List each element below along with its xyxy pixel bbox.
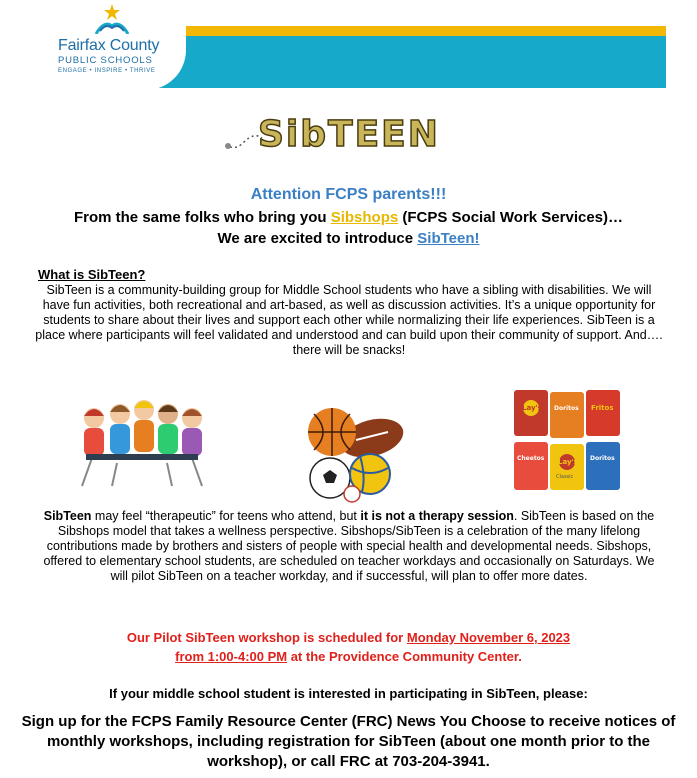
intro-line-sibshops-before: From the same folks who bring you (73, 209, 331, 226)
chip-bag-label-2: Doritos (554, 405, 579, 412)
fcps-header (0, 0, 697, 90)
intro-line-sibshops-after: (FCPS Social Work Services)… (398, 209, 624, 226)
chip-bag-label-5: Lay's (558, 458, 578, 466)
logo-subtitle: PUBLIC SCHOOLS (58, 55, 153, 66)
logo-tagline: ENGAGE • INSPIRE • THRIVE (58, 68, 156, 74)
chip-bag-label-1: Lay's (522, 404, 542, 412)
intro-line-sibshops (20, 209, 677, 226)
sibteen-logo-text: SibTEEN (258, 114, 440, 155)
pilot-workshop-notice (20, 628, 677, 666)
what-is-sibteen-heading: What is SibTeen? (38, 267, 146, 282)
what-is-sibteen-body: SibTeen is a community-building group for Middle School students who have a sibling with disabilities. We will have fun activities, both recreational and art-based, as well as discussion activities. It’s a unique opportunity for students to share about their lives and support each other while normalizing their life experiences. SibTeen is a place where participants will feel validated and understood and can build upon their community of support. And…. there will be snacks! (35, 283, 663, 357)
intro-line-sibteen (20, 230, 677, 247)
not-therapy-bold: it is not a therapy session (360, 509, 514, 523)
pilot-date: Monday November 6, 2023 (406, 630, 571, 645)
chip-bag-label-4: Cheetos (517, 455, 545, 462)
sports-balls-image (300, 398, 410, 503)
signup-instructions: Sign up for the FCPS Family Resource Center (FRC) News You Choose to receive notices of monthly workshops, including registration for SibTeen (about one month prior to the workshop), or call FRC at 703-204-3941. (21, 713, 676, 770)
interest-line: If your middle school student is interested in participating in SibTeen, please: (109, 686, 588, 701)
pilot-time: from 1:00-4:00 PM (175, 649, 288, 664)
group-discussion-image (72, 388, 212, 488)
pilot-after: at the Providence Community Center. (287, 649, 522, 664)
chip-bag-label-3: Fritos (591, 404, 614, 412)
fcps-star-book-icon (92, 4, 132, 34)
therapy-paragraph (34, 509, 664, 584)
therapy-text-2: . SibTeen is based on the Sibshops model that takes a wellness perspective. Sibshops/SibTeen is a celebration of the many lifelong contributions made by brothers and sisters of people with special health and developmental needs. Sibshops, offered to elementary school students, are scheduled on teacher workdays and occasionally on Saturdays. We will pilot SibTeen on a teacher workday, and if successful, will plan to offer more dates. (43, 509, 655, 583)
chip-bag-sub-label: Classic (556, 474, 574, 480)
intro-line-sibteen-before: We are excited to introduce (217, 230, 418, 247)
logo-name: Fairfax County (58, 37, 160, 54)
therapy-sibteen-bold: SibTeen (43, 509, 92, 523)
chip-bags-image (512, 388, 622, 493)
chip-bag-label-6: Doritos (590, 455, 615, 462)
sibteen-logo (222, 108, 472, 158)
pilot-before: Our Pilot SibTeen workshop is scheduled for (126, 630, 407, 645)
attention-heading: Attention FCPS parents!!! (250, 186, 447, 203)
therapy-text-1: may feel “therapeutic” for teens who attend, but (91, 509, 361, 523)
sibteen-link[interactable]: SibTeen! (417, 230, 480, 247)
sibshops-link[interactable]: Sibshops (330, 209, 399, 226)
